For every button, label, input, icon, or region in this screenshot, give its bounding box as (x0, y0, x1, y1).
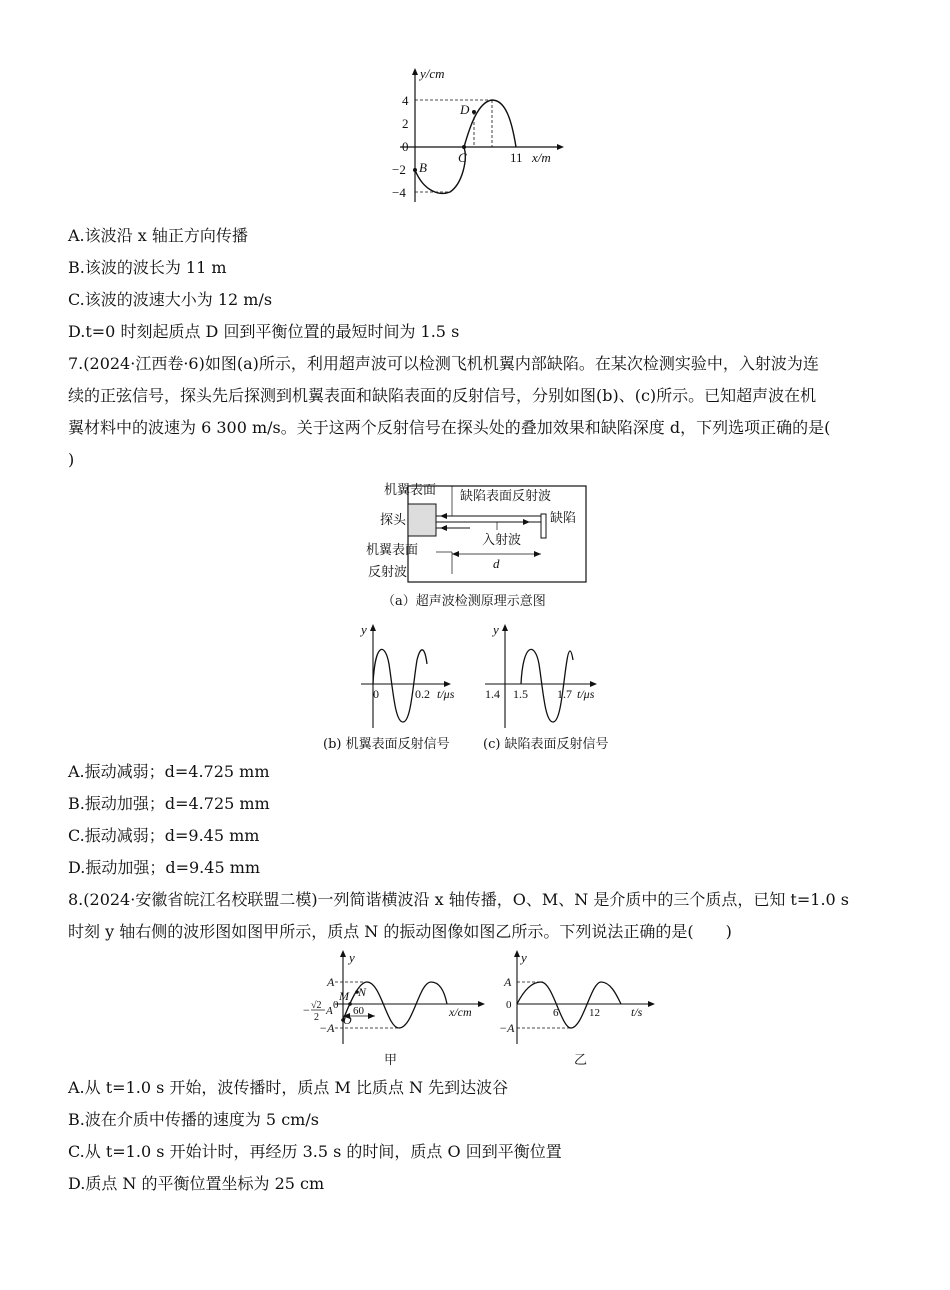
q6-option-d: D.t=0 时刻起质点 D 回到平衡位置的最短时间为 1.5 s (68, 322, 460, 341)
c-t0: 1.4 (485, 687, 500, 701)
q8-stem-1: 8.(2024·安徽省皖江名校联盟二模)一列简谐横波沿 x 轴传播，O、M、N 是介质中的三个质点，已知 t=1.0 s (68, 890, 850, 909)
label-surface-reflect-2: 反射波 (368, 564, 408, 579)
jia-frac-den: 2 (314, 1012, 319, 1023)
jia-zero: 0 (333, 999, 339, 1011)
label-probe: 探头 (380, 512, 407, 527)
tick-4: 4 (402, 93, 409, 108)
q7-option-a: A.振动减弱；d=4.725 mm (68, 762, 270, 781)
tick-0: 0 (402, 139, 409, 154)
c-y-label: y (493, 622, 499, 637)
q7-fig-a-diagram (360, 478, 600, 586)
b-t1: 0.2 (415, 687, 430, 701)
b-t0: 0 (373, 687, 379, 701)
defect-bar (541, 514, 546, 538)
q7-option-c: C.振动减弱；d=9.45 mm (68, 826, 260, 845)
q7-fig-c-graph (483, 620, 623, 732)
q8-option-c: C.从 t=1.0 s 开始计时，再经历 3.5 s 的时间，质点 O 回到平衡位置 (68, 1142, 562, 1161)
jia-N: N (358, 985, 367, 999)
q8-fig-yi-graph (495, 948, 660, 1048)
yi-zero: 0 (506, 999, 512, 1011)
q6-wave-graph (360, 60, 580, 210)
jia-A: A (327, 975, 335, 989)
label-defect-reflect: 缺陷表面反射波 (460, 488, 552, 503)
wave-yi-curve (517, 982, 621, 1028)
q6-option-c: C.该波的波速大小为 12 m/s (68, 290, 273, 309)
q6-option-b: B.该波的波长为 11 m (68, 258, 227, 277)
jia-frac-A: A (326, 1005, 333, 1017)
jia-y-label: y (349, 950, 355, 965)
tick-neg4: −4 (392, 185, 406, 200)
q8-fig-jia-caption: 甲 (384, 1053, 398, 1068)
tick-2: 2 (402, 116, 409, 131)
tick-neg2: −2 (392, 162, 406, 177)
label-surface-reflect-1: 机翼表面 (366, 542, 419, 557)
c-t1: 1.5 (513, 687, 528, 701)
q8-option-a: A.从 t=1.0 s 开始，波传播时，质点 M 比质点 N 先到达波谷 (68, 1078, 509, 1097)
y-axis-label: y/cm (420, 66, 445, 81)
yi-negA: −A (499, 1021, 515, 1035)
jia-x-unit: x/cm (449, 1005, 472, 1019)
jia-O: O (343, 1013, 352, 1027)
label-surface-top: 机翼表面 (384, 482, 437, 497)
label-C: C (458, 150, 467, 165)
tick-11: 11 (510, 150, 523, 165)
c-unit: t/μs (577, 687, 595, 701)
b-y-label: y (361, 622, 367, 637)
q8-option-b: B.波在介质中传播的速度为 5 cm/s (68, 1110, 319, 1129)
q7-fig-b-caption: (b) 机翼表面反射信号 (323, 737, 450, 752)
c-t2: 1.7 (557, 687, 572, 701)
yi-t12: 12 (589, 1007, 600, 1019)
probe-block (408, 504, 436, 536)
jia-neg-sign: − (303, 1003, 310, 1017)
q7-stem-3: 翼材料中的波速为 6 300 m/s。关于这两个反射信号在探头处的叠加效果和缺陷深度 d，下列选项正确的是( (68, 418, 831, 437)
q8-stem-2: 时刻 y 轴右侧的波形图如图甲所示，质点 N 的振动图像如图乙所示。下列说法正确的是( ) (68, 922, 732, 941)
q7-stem-2: 续的正弦信号，探头先后探测到机翼表面和缺陷表面的反射信号，分别如图(b)、(c)所示。已知超声波在机 (68, 386, 817, 405)
q7-stem-4: ) (68, 450, 75, 469)
b-unit: t/μs (437, 687, 455, 701)
yi-y-label: y (521, 950, 527, 965)
yi-A: A (504, 975, 512, 989)
label-D: D (460, 102, 470, 117)
signal-b-curve (373, 649, 427, 722)
label-B: B (419, 160, 427, 175)
label-incident: 入射波 (482, 532, 522, 547)
q7-option-d: D.振动加强；d=9.45 mm (68, 858, 261, 877)
q6-option-a: A.该波沿 x 轴正方向传播 (68, 226, 248, 245)
q7-fig-a-caption: （a）超声波检测原理示意图 (382, 594, 546, 609)
q8-option-d: D.质点 N 的平衡位置坐标为 25 cm (68, 1174, 325, 1193)
jia-negA: −A (319, 1021, 335, 1035)
q7-fig-b-graph (355, 620, 475, 732)
signal-c-curve (521, 649, 573, 722)
jia-frac-num: √2 (311, 1000, 322, 1011)
q7-stem-1: 7.(2024·江西卷·6)如图(a)所示，利用超声波可以检测飞机机翼内部缺陷。在某次检测实验中，入射波为连 (68, 354, 819, 373)
yi-t6: 6 (553, 1007, 559, 1019)
jia-sixty: 60 (353, 1005, 364, 1017)
x-axis-label: x/m (532, 150, 551, 165)
q7-fig-c-caption: (c) 缺陷表面反射信号 (483, 737, 609, 752)
q7-option-b: B.振动加强；d=4.725 mm (68, 794, 270, 813)
q8-fig-jia-graph (295, 948, 490, 1048)
jia-M: M (339, 989, 349, 1003)
q8-fig-yi-caption: 乙 (574, 1053, 588, 1068)
yi-t-unit: t/s (631, 1005, 643, 1019)
label-defect: 缺陷 (550, 510, 577, 525)
label-d: d (493, 556, 500, 571)
